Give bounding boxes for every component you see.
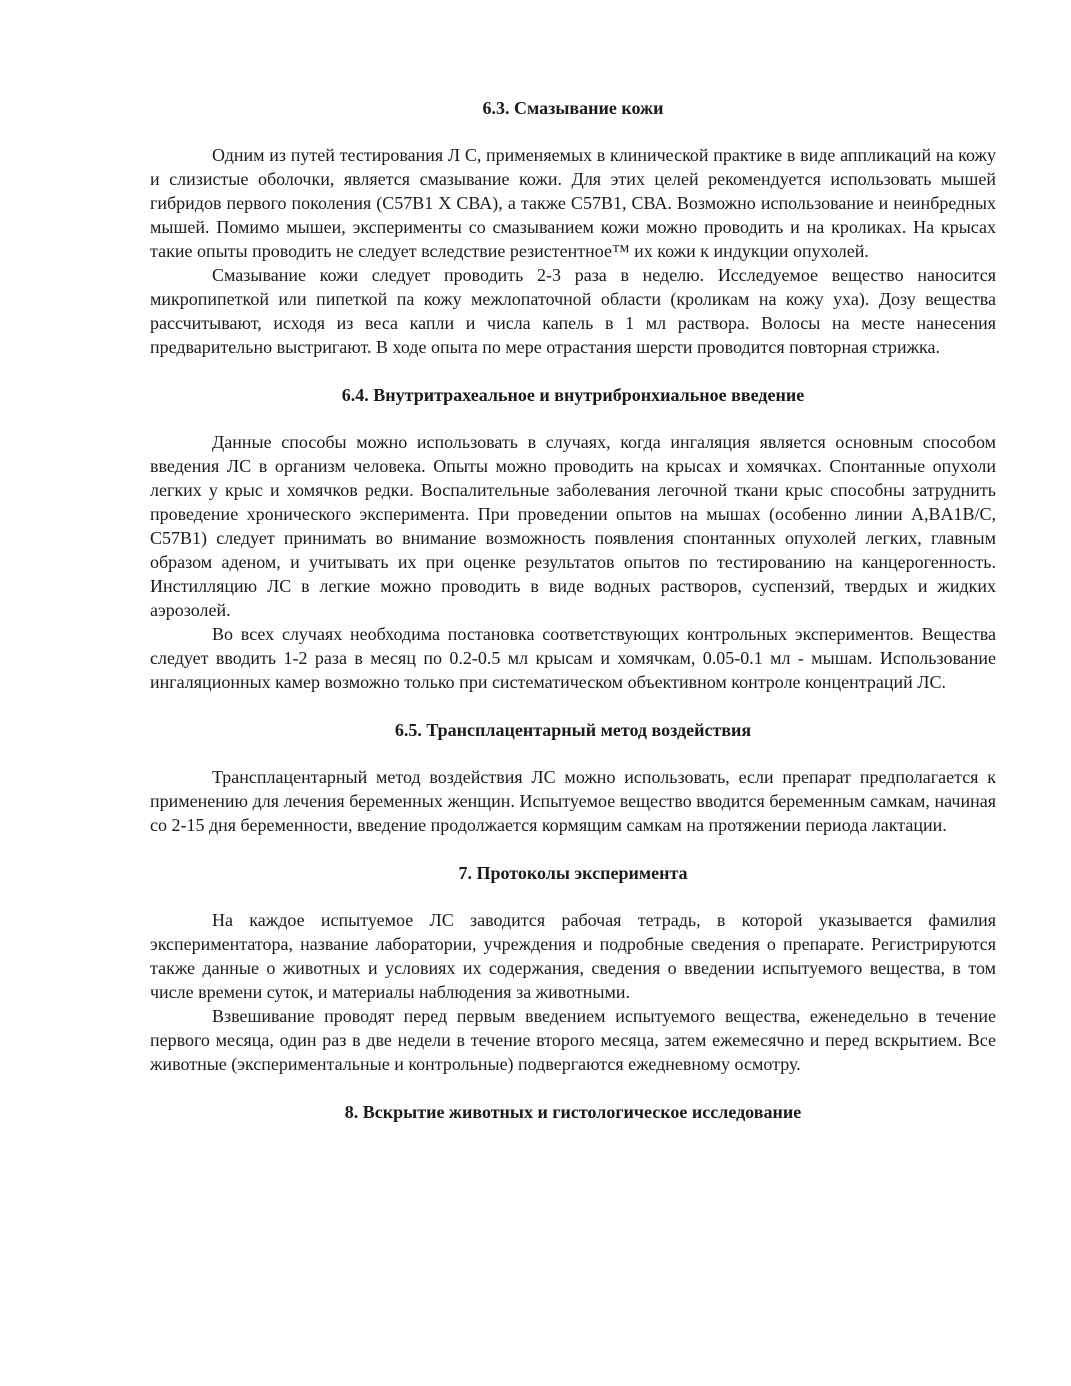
paragraph: Данные способы можно использовать в случаях, когда ингаляция является основным способом введения ЛС в организм человека. Опыты можно проводить на крысах и хомячках. Спонтанные опухоли легких у крыс и хомячков редки. Воспалительные заболевания легочной ткани крыс способны затруднить проведение хронического эксперимента. При проведении опытов на мышах (особенно линии A,BA1B/C, C57B1) следует принимать во внимание возможность появления спонтанных опухолей легких, главным образом аденом, и учитывать их при оценке результатов опытов по тестированию на канцерогенность. Инстилляцию ЛС в легкие можно проводить в виде водных растворов, суспензий, твердых и жидких аэрозолей. <box>150 432 996 620</box>
paragraph: Во всех случаях необходима постановка соответствующих контрольных экспериментов. Вещества следует вводить 1-2 раза в месяц по 0.2-0.5 мл крысам и хомячкам, 0.05-0.1 мл - мышам. Использование ингаляционных камер возможно только при систематическом объективном контроле концентраций ЛС. <box>150 624 996 692</box>
paragraph: Взвешивание проводят перед первым введением испытуемого вещества, еженедельно в течение первого месяца, один раз в две недели в течение второго месяца, затем ежемесячно и перед вскрытием. Все животные (экспериментальные и контрольные) подвергаются ежедневному осмотру. <box>150 1006 996 1074</box>
paragraph: На каждое испытуемое ЛС заводится рабочая тетрадь, в которой указывается фамилия экспериментатора, название лаборатории, учреждения и подробные сведения о препарате. Регистрируются также данные о животных и условиях их содержания, сведения о введении испытуемого вещества, в том числе времени суток, и материалы наблюдения за животными. <box>150 910 996 1002</box>
section-title-6-4: 6.4. Внутритрахеальное и внутрибронхиальное введение <box>341 385 805 405</box>
section-title-6-5: 6.5. Трансплацентарный метод воздействия <box>394 720 752 740</box>
paragraph: Одним из путей тестирования Л С, применяемых в клинической практике в виде аппликаций на кожу и слизистые оболочки, является смазывание кожи. Для этих целей рекомендуется использовать мышей гибридов первого поколения (С57В1 X СВА), а также С57В1, СВА. Возможно использование и неинбредных мышей. Помимо мышеи, эксперименты со смазыванием кожи можно проводить и на кроликах. На крысах такие опыты проводить не следует вследствие резистентное™ их кожи к индукции опухолей. <box>150 145 996 261</box>
paragraph: Трансплацентарный метод воздействия ЛС можно использовать, если препарат предполагается к применению для лечения беременных женщин. Испытуемое вещество вводится беременным самкам, начиная со 2-15 дня беременности, введение продолжается кормящим самкам на протяжении периода лактации. <box>150 767 996 835</box>
section-title-6-3: 6.3. Смазывание кожи <box>482 98 664 118</box>
section-title-8: 8. Вскрытие животных и гистологическое исследование <box>344 1102 802 1122</box>
section-title-7: 7. Протоколы эксперимента <box>458 863 688 883</box>
document-page <box>150 96 996 1124</box>
paragraph: Смазывание кожи следует проводить 2-3 раза в неделю. Исследуемое вещество наносится микропипеткой или пипеткой па кожу межлопаточной области (кроликам на кожу уха). Дозу вещества рассчитывают, исходя из веса капли и числа капель в 1 мл раствора. Волосы на месте нанесения предварительно выстригают. В ходе опыта по мере отрастания шерсти проводится повторная стрижка. <box>150 265 996 357</box>
